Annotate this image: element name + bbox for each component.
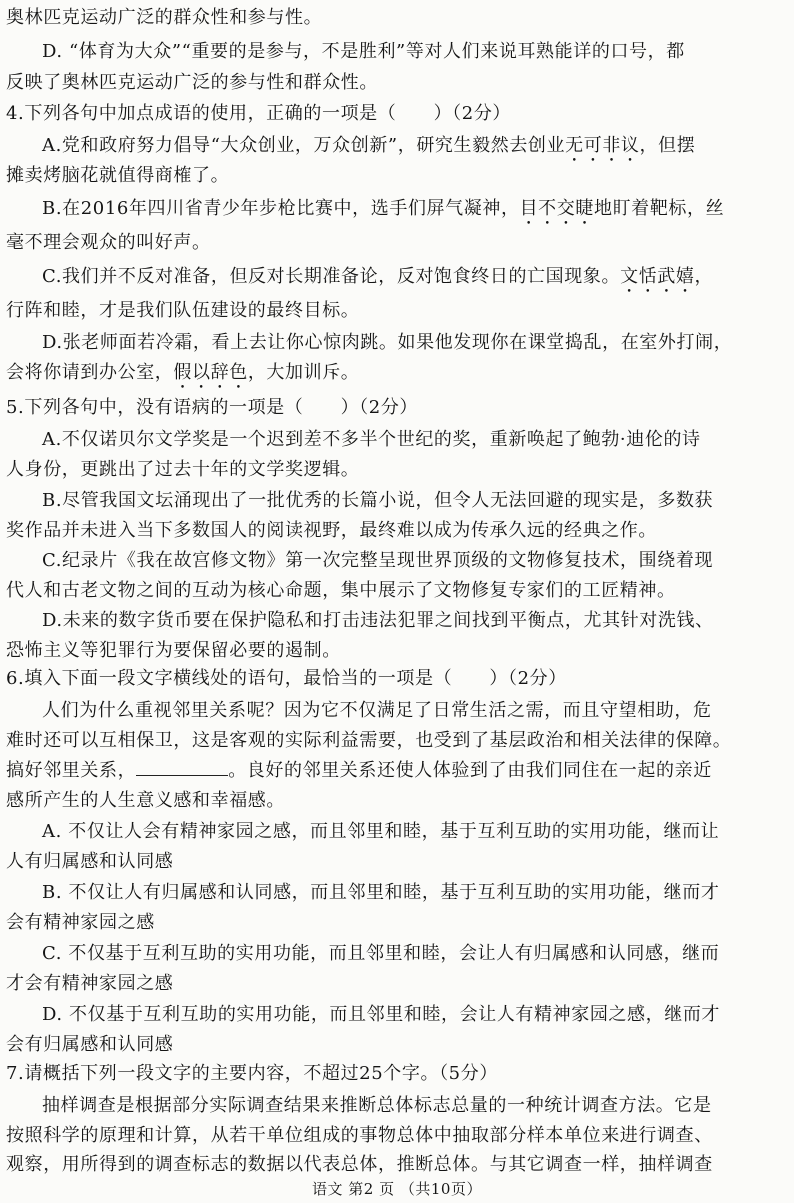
q6-passage: 人们为什么重视邻里关系呢？因为它不仅满足了日常生活之需，而且守望相助，危 [42,700,712,721]
q5-option-d: D.未来的数字货币要在保护隐私和打击违法犯罪之间找到平衡点，尤其针对洗钱、 [42,610,714,631]
q5-option-c: C.纪录片《我在故宫修文物》第一次完整呈现世界顶级的文物修复技术，围绕着现 [42,550,714,571]
q6-option-d: D. 不仅基于互利互助的实用功能，而且邻里和睦，会让人有精神家园之感，继而才 [42,1004,721,1025]
question-4-stem: 4.下列各句中加点成语的使用，正确的一项是（ ）（2分） [6,103,512,124]
q6-option-a: A. 不仅让人会有精神家园之感，而且邻里和睦，基于互利互助的实用功能，继而让 [42,821,720,842]
text-line: 人身份，更跳出了过去十年的文学奖逻辑。 [6,459,360,480]
q5-option-b: B.尽管我国文坛涌现出了一批优秀的长篇小说，但令人无法回避的现实是，多数获 [42,490,714,511]
question-7-stem: 7.请概括下列一段文字的主要内容，不超过25个字。（5分） [6,1063,498,1084]
text-line: 难时还可以互相保卫，这是客观的实际利益需要，也受到了基层政治和相关法律的保障。 [6,730,732,751]
dotted-idiom: 文恬武嬉 [620,266,695,287]
dotted-idiom: 假以辞色 [173,362,248,383]
dotted-idiom: 目不交睫 [519,198,594,219]
text-line: 摊卖烤脑花就值得商榷了。 [6,165,230,186]
option-d-line: D. “体育为大众”“重要的是参与，不是胜利”等对人们来说耳熟能详的口号，都 [42,41,685,62]
dotted-idiom: 无可非议 [565,135,640,156]
text-line: 按照科学的原理和计算，从若干单位组成的事物总体中抽取部分样本单位来进行调查、 [6,1125,713,1146]
q6-option-c: C. 不仅基于互利互助的实用功能，而且邻里和睦，会让人有归属感和认同感，继而 [42,943,720,964]
text-line: 奥林匹克运动广泛的群众性和参与性。 [6,7,323,28]
text-line: 搞好邻里关系， 。良好的邻里关系还使人体验到了由我们同住在一起的亲近 [6,760,712,781]
q4-option-b: B.在2016年四川省青少年步枪比赛中，选手们屏气凝神，目不交睫地盯着靶标，丝 [42,198,725,219]
q4-option-c: C.我们并不反对准备，但反对长期准备论，反对饱食终日的亡国现象。文恬武嬉， [42,266,714,287]
question-5-stem: 5.下列各句中，没有语病的一项是（ ）（2分） [6,397,419,418]
text-line: 会有精神家园之感 [6,912,155,933]
text-line: 观察，用所得到的调查标志的数据以代表总体，推断总体。与其它调查一样，抽样调查 [6,1154,713,1175]
text-line: 感所产生的人生意义感和幸福感。 [6,790,285,811]
text-line: 代人和古老文物之间的互动为核心命题，集中展示了文物修复专家们的工匠精神。 [6,580,676,601]
text-line: 反映了奥林匹克运动广泛的参与性和群众性。 [6,72,378,93]
text-line: 恐怖主义等犯罪行为要保留必要的遏制。 [6,640,341,661]
q6-option-b: B. 不仅让人有归属感和认同感，而且邻里和睦，基于互利互助的实用功能，继而才 [42,882,720,903]
text-line: 会将你请到办公室，假以辞色，大加训斥。 [6,362,360,383]
q4-option-a: A.党和政府努力倡导“大众创业，万众创新”，研究生毅然去创业无可非议，但摆 [42,135,696,156]
text-line: 行阵和睦，才是我们队伍建设的最终目标。 [6,300,360,321]
fill-blank [136,761,228,776]
text-line: 毫不理会观众的叫好声。 [6,232,211,253]
question-6-stem: 6.填入下面一段文字横线处的语句，最恰当的一项是（ ）（2分） [6,668,567,689]
text-line: 会有归属感和认同感 [6,1034,174,1055]
q5-option-a: A.不仅诺贝尔文学奖是一个迟到差不多半个世纪的奖，重新唤起了鲍勃·迪伦的诗 [42,429,701,450]
q7-passage: 抽样调查是根据部分实际调查结果来推断总体标志总量的一种统计调查方法。它是 [42,1095,712,1116]
text-line: 人有归属感和认同感 [6,851,174,872]
text-line: 奖作品并未进入当下多数国人的阅读视野，最终难以成为传承久远的经典之作。 [6,520,657,541]
q4-option-d: D.张老师面若冷霜，看上去让你心惊肉跳。如果他发现你在课堂捣乱，在室外打闹， [42,332,733,353]
page-footer: 语文 第2 页 （共10页） [312,1180,482,1198]
text-line: 才会有精神家园之感 [6,973,174,994]
